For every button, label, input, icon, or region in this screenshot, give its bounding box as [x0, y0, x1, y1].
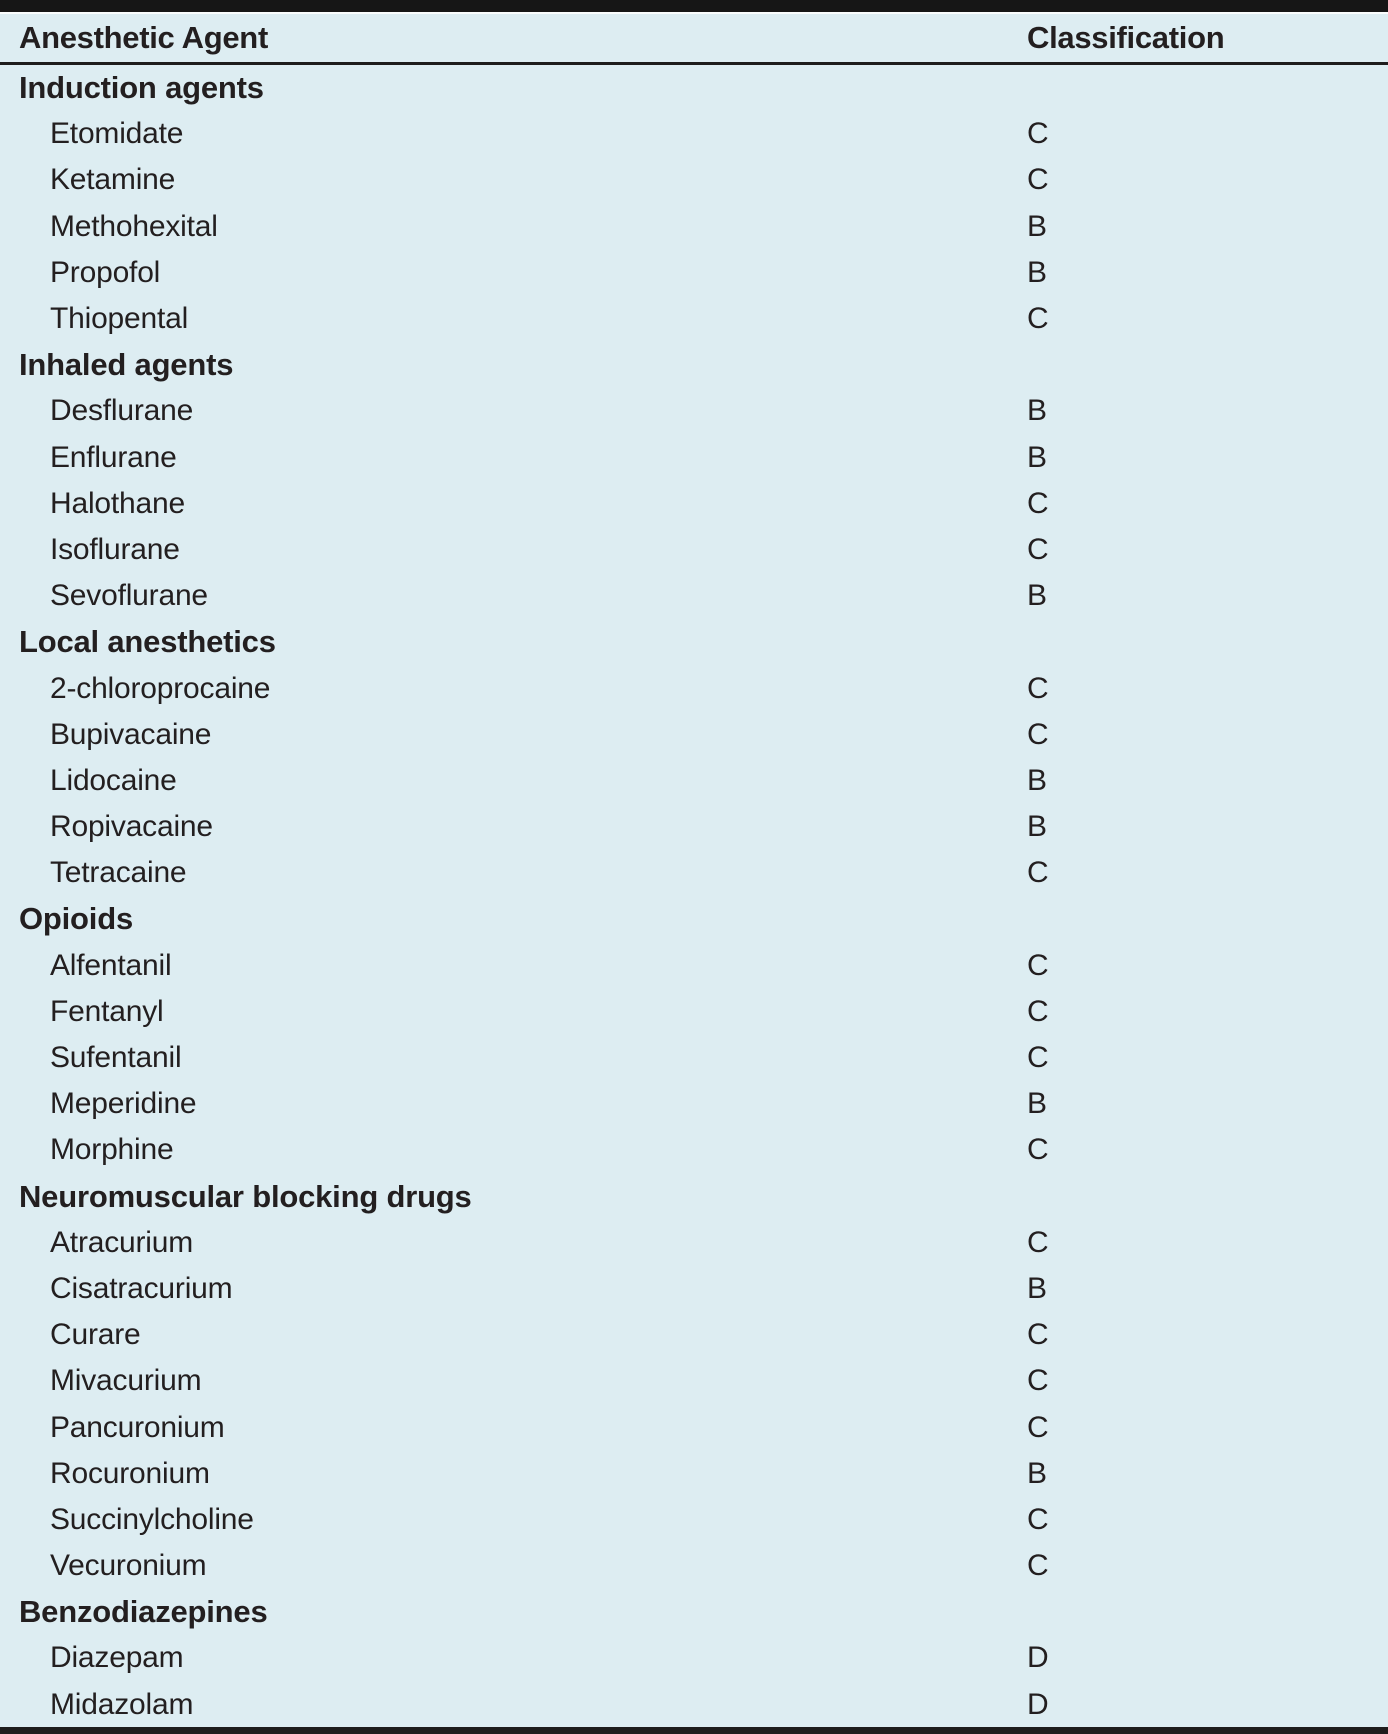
agent-name: Midazolam — [50, 1687, 194, 1721]
table-row — [0, 943, 1388, 989]
agent-name: Sufentanil — [50, 1041, 182, 1075]
agent-name: Ropivacaine — [50, 810, 213, 844]
section-header-row — [0, 1589, 1388, 1635]
table-row — [0, 989, 1388, 1035]
classification-value: C — [1027, 117, 1049, 151]
agent-name: Diazepam — [50, 1641, 184, 1675]
section-header-row — [0, 896, 1388, 942]
agent-name: Morphine — [50, 1133, 174, 1167]
agent-name: Isoflurane — [50, 532, 180, 566]
table-row — [0, 1497, 1388, 1543]
table-row — [0, 204, 1388, 250]
section-label: Induction agents — [19, 70, 264, 106]
classification-value: B — [1027, 763, 1047, 797]
section-label: Opioids — [19, 901, 133, 937]
table-row — [0, 1682, 1388, 1728]
agent-name: Vecuronium — [50, 1549, 207, 1583]
agent-name: Atracurium — [50, 1225, 194, 1259]
classification-value: B — [1027, 810, 1047, 844]
agent-name: Curare — [50, 1318, 141, 1352]
table-bottom-border — [0, 1727, 1388, 1734]
classification-value: C — [1027, 1549, 1049, 1583]
table-row — [0, 481, 1388, 527]
classification-value: C — [1027, 1133, 1049, 1167]
classification-value: B — [1027, 255, 1047, 289]
agent-name: Enflurane — [50, 440, 177, 474]
classification-value: C — [1027, 302, 1049, 336]
agent-name: Methohexital — [50, 209, 218, 243]
agent-name: Pancuronium — [50, 1410, 225, 1444]
agent-name: Meperidine — [50, 1087, 197, 1121]
table-row — [0, 250, 1388, 296]
agent-name: Thiopental — [50, 302, 189, 336]
classification-value: C — [1027, 532, 1049, 566]
section-label: Neuromuscular blocking drugs — [19, 1178, 472, 1214]
table-row — [0, 665, 1388, 711]
section-label: Local anesthetics — [19, 624, 276, 660]
table-row — [0, 850, 1388, 896]
classification-value: C — [1027, 856, 1049, 890]
classification-value: B — [1027, 1271, 1047, 1305]
classification-value: C — [1027, 486, 1049, 520]
classification-value: B — [1027, 209, 1047, 243]
table-row — [0, 758, 1388, 804]
agent-name: Desflurane — [50, 394, 194, 428]
agent-name: Sevoflurane — [50, 579, 208, 613]
agent-name: Cisatracurium — [50, 1271, 233, 1305]
classification-value: B — [1027, 1456, 1047, 1490]
section-header-row — [0, 65, 1388, 111]
agent-name: Mivacurium — [50, 1364, 202, 1398]
column-header-classification: Classification — [1027, 20, 1225, 55]
agent-name: Etomidate — [50, 117, 184, 151]
section-header-row — [0, 619, 1388, 665]
classification-value: C — [1027, 1225, 1049, 1259]
classification-value: B — [1027, 579, 1047, 613]
table-row — [0, 435, 1388, 481]
agent-name: 2-chloroprocaine — [50, 671, 271, 705]
classification-value: C — [1027, 1410, 1049, 1444]
column-header-anesthetic-agent: Anesthetic Agent — [19, 20, 268, 55]
agent-name: Tetracaine — [50, 856, 187, 890]
section-header-row — [0, 1174, 1388, 1220]
classification-value: C — [1027, 163, 1049, 197]
agent-name: Succinylcholine — [50, 1502, 254, 1536]
table-row — [0, 1312, 1388, 1358]
table-row — [0, 1451, 1388, 1497]
classification-value: D — [1027, 1641, 1049, 1675]
classification-value: C — [1027, 717, 1049, 751]
table-row — [0, 157, 1388, 203]
table-row — [0, 296, 1388, 342]
classification-value: C — [1027, 671, 1049, 705]
classification-value: C — [1027, 1502, 1049, 1536]
section-header-row — [0, 342, 1388, 388]
table-row — [0, 1404, 1388, 1450]
table-row — [0, 573, 1388, 619]
table-body — [0, 65, 1388, 1728]
classification-value: C — [1027, 994, 1049, 1028]
classification-value: C — [1027, 1318, 1049, 1352]
table-row — [0, 1266, 1388, 1312]
table-row — [0, 111, 1388, 157]
agent-name: Rocuronium — [50, 1456, 210, 1490]
classification-value: B — [1027, 440, 1047, 474]
agent-name: Bupivacaine — [50, 717, 212, 751]
table-header-row — [0, 14, 1388, 65]
section-label: Inhaled agents — [19, 347, 234, 383]
classification-value: C — [1027, 948, 1049, 982]
classification-value: B — [1027, 1087, 1047, 1121]
agent-name: Propofol — [50, 255, 161, 289]
table-row — [0, 1635, 1388, 1681]
table-row — [0, 1081, 1388, 1127]
classification-value: B — [1027, 394, 1047, 428]
table-row — [0, 1035, 1388, 1081]
section-label: Benzodiazepines — [19, 1594, 268, 1630]
table-row — [0, 804, 1388, 850]
agent-name: Alfentanil — [50, 948, 172, 982]
classification-value: D — [1027, 1687, 1049, 1721]
agent-name: Ketamine — [50, 163, 176, 197]
table-row — [0, 712, 1388, 758]
agent-name: Halothane — [50, 486, 185, 520]
classification-value: C — [1027, 1364, 1049, 1398]
agent-name: Fentanyl — [50, 994, 164, 1028]
classification-value: C — [1027, 1041, 1049, 1075]
table-row — [0, 527, 1388, 573]
table-row — [0, 1358, 1388, 1404]
table-row — [0, 1543, 1388, 1589]
agent-name: Lidocaine — [50, 763, 177, 797]
table-row — [0, 1127, 1388, 1173]
table-row — [0, 1220, 1388, 1266]
table-top-border — [0, 0, 1388, 14]
table-row — [0, 388, 1388, 434]
